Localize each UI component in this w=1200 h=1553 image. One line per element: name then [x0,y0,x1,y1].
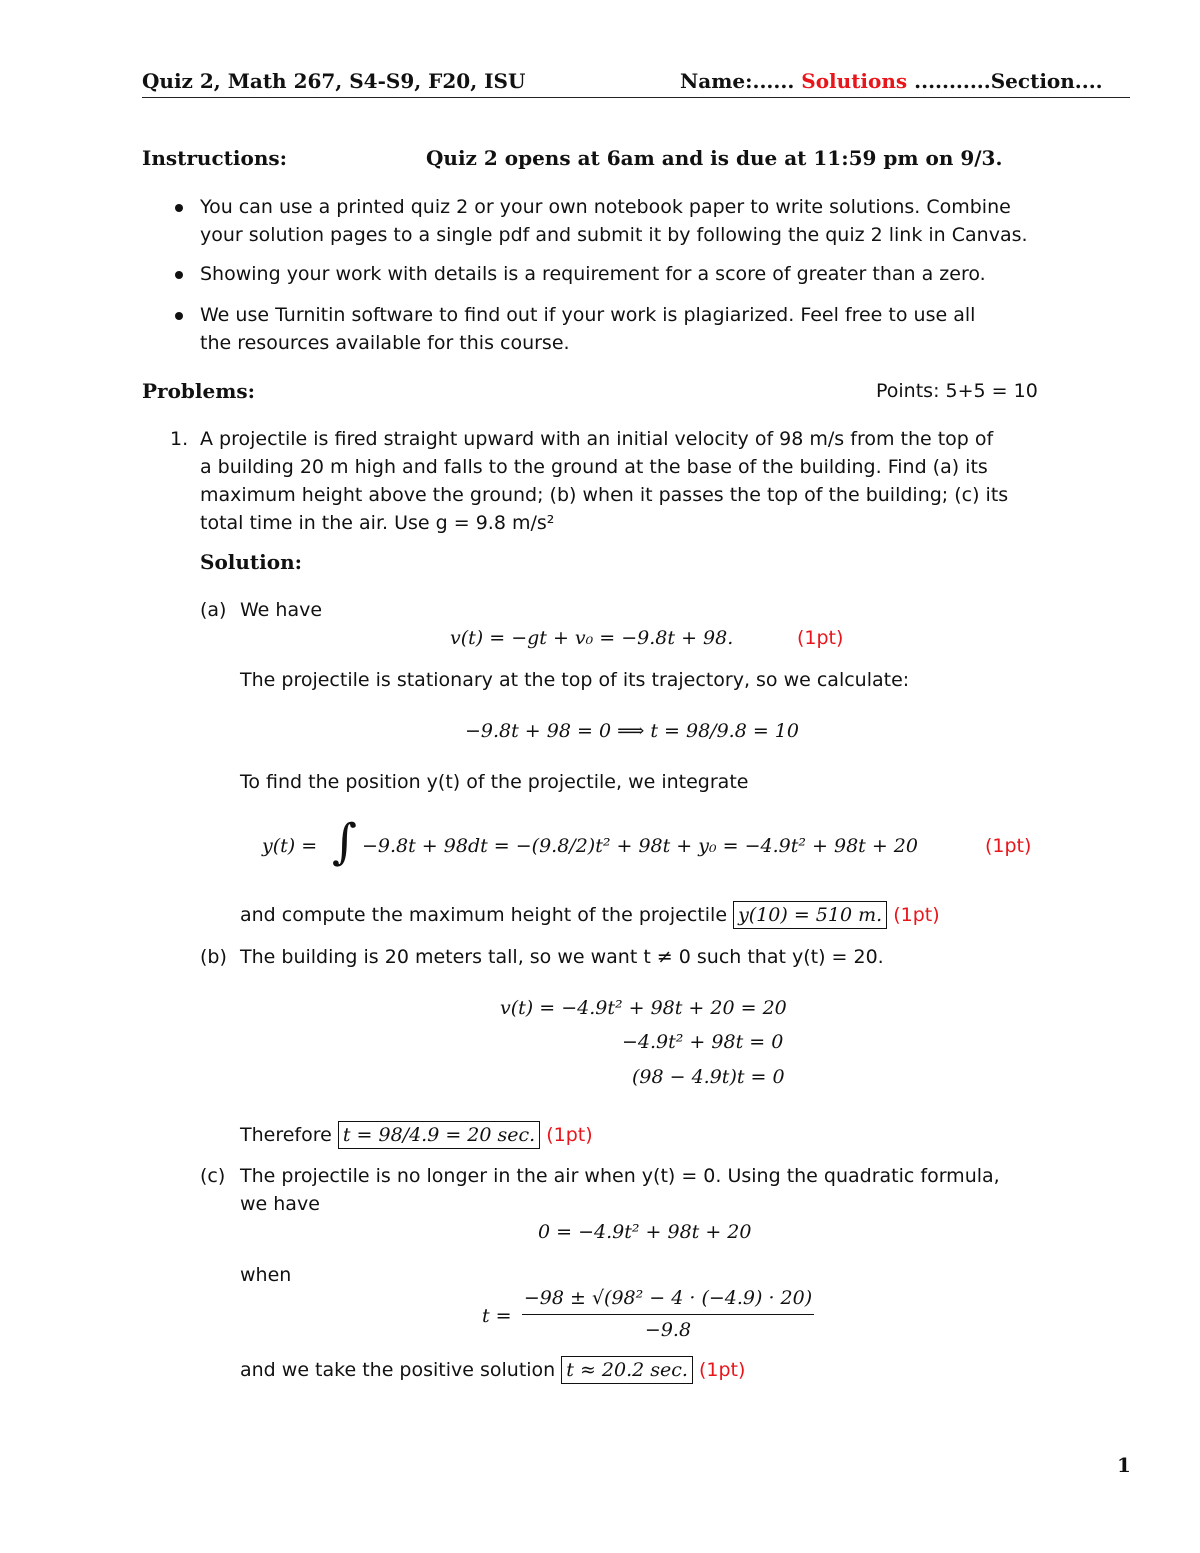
part-b-eq-line-1: v(t) = −4.9t² + 98t + 20 = 20 [500,997,787,1019]
part-b-eq-line-3: (98 − 4.9t)t = 0 [632,1066,785,1088]
problem-line-2: a building 20 m high and falls to the ground at the base of the building. Find (a) its [200,456,988,478]
part-c-result [240,1356,745,1384]
part-c-when: when [240,1264,292,1286]
bullet-icon [175,271,183,279]
part-b-result [240,1121,593,1149]
section-suffix: ...........Section.... [914,69,1103,93]
part-a-answer-box: y(10) = 510 m. [733,901,887,929]
part-a-max-height [240,901,940,929]
part-b-answer-points: (1pt) [546,1124,593,1146]
part-a-eq-velocity: v(t) = −gt + v₀ = −9.8t + 98. [450,627,734,649]
part-a-eq3-points: (1pt) [985,835,1032,857]
bullet-3-line-2: the resources available for this course. [200,332,570,354]
part-c-frac-lhs: t = [482,1305,512,1327]
part-a-eq1-points: (1pt) [797,627,844,649]
instructions-headline: Quiz 2 opens at 6am and is due at 11:59 pm on 9/3. [426,146,1003,170]
bullet-2-line-1: Showing your work with details is a requirement for a score of greater than a zero. [200,263,986,285]
problem-number: 1. [170,428,189,450]
part-c-answer-points: (1pt) [698,1359,746,1381]
part-a-eq-time: −9.8t + 98 = 0 ⟹ t = 98/9.8 = 10 [465,720,799,742]
part-a-eq3-lhs: y(t) = [262,835,318,857]
problem-line-4: total time in the air. Use g = 9.8 m/s² [200,512,555,534]
bullet-1-line-1: You can use a printed quiz 2 or your own notebook paper to write solutions. Combine [200,196,1011,218]
points-total: Points: 5+5 = 10 [876,380,1038,402]
problem-line-1: A projectile is fired straight upward with an initial velocity of 98 m/s from the top of [200,428,994,450]
part-c-label: (c) [200,1165,226,1187]
bullet-icon [175,312,183,320]
problem-line-3: maximum height above the ground; (b) when it passes the top of the building; (c) its [200,484,1009,506]
name-solutions: Solutions [801,69,908,93]
part-a-eq3-rhs: −9.8t + 98dt = −(9.8/2)t² + 98t + y₀ = −4.9t² + 98t + 20 [362,835,918,857]
part-c-frac-denominator: −9.8 [644,1319,692,1341]
part-b-intro: The building is 20 meters tall, so we want t ≠ 0 such that y(t) = 20. [240,946,884,968]
part-c-line-1: The projectile is no longer in the air when y(t) = 0. Using the quadratic formula, [240,1165,1000,1187]
header-course-title: Quiz 2, Math 267, S4-S9, F20, ISU [142,69,526,93]
part-a-intro: We have [240,599,323,621]
bullet-1-line-2: your solution pages to a single pdf and submit it by following the quiz 2 link in Canvas. [200,224,1028,246]
part-c-text-final: and we take the positive solution [240,1359,556,1381]
fraction-bar [522,1314,814,1315]
bullet-3-line-1: We use Turnitin software to find out if your work is plagiarized. Feel free to use all [200,304,976,326]
solution-label: Solution: [200,550,303,574]
part-c-eq-quadratic: 0 = −4.9t² + 98t + 20 [538,1221,752,1243]
name-prefix: Name:...... [680,69,795,93]
header-rule [142,97,1130,98]
part-a-answer-points: (1pt) [893,904,940,926]
part-a-text-stationary: The projectile is stationary at the top of its trajectory, so we calculate: [240,669,910,691]
part-b-therefore: Therefore [240,1124,332,1146]
instructions-label: Instructions: [142,146,288,170]
bullet-icon [175,204,183,212]
part-a-text-integrate: To find the position y(t) of the projectile, we integrate [240,771,749,793]
part-a-label: (a) [200,599,227,621]
page-number: 1 [1117,1453,1131,1477]
part-c-answer-box: t ≈ 20.2 sec. [561,1356,693,1384]
integral-sign-icon: ∫ [332,814,358,870]
part-a-text-max: and compute the maximum height of the projectile [240,904,728,926]
part-c-frac-numerator: −98 ± √(98² − 4 · (−4.9) · 20) [523,1287,813,1309]
part-b-eq-line-2: −4.9t² + 98t = 0 [622,1031,784,1053]
part-b-label: (b) [200,946,227,968]
header-name-field [680,67,1103,95]
part-c-line-2: we have [240,1193,320,1215]
problems-label: Problems: [142,379,256,403]
part-b-answer-box: t = 98/4.9 = 20 sec. [338,1121,540,1149]
